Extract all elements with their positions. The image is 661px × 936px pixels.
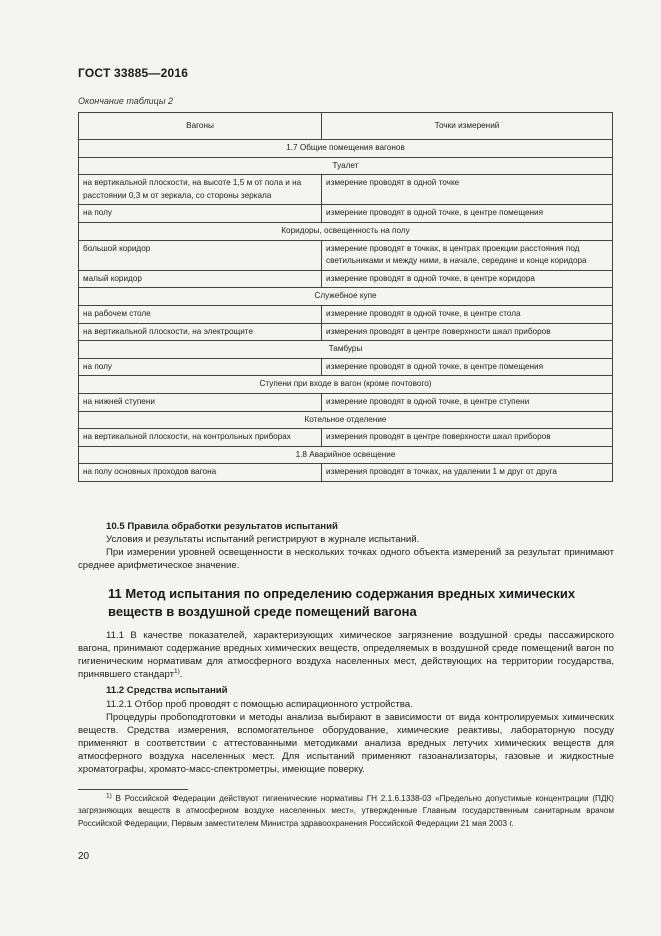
section-cell: Ступени при входе в вагон (кроме почтового) — [79, 376, 613, 394]
section-cell: 1.7 Общие помещения вагонов — [79, 140, 613, 158]
page-number: 20 — [78, 851, 90, 862]
footnote-text: В Российской Федерации действуют гигиенические нормативы ГН 2.1.6.1338-03 «Предельно допустимые концентрации (ПДК) загрязняющих веществ в атмосферном воздухе населенных мест», утвержденные Главным государственным санитарным врачом Российской Федерации, Первым заместителем Министра здравоохранения Российской Федерации 21 мая 2003 г. — [78, 794, 614, 828]
table-row — [79, 270, 613, 288]
section-cell: Тамбуры — [79, 341, 613, 359]
section-cell: 1.8 Аварийное освещение — [79, 446, 613, 464]
wagon-cell: на полу основных проходов вагона — [79, 464, 322, 482]
table-section-row — [79, 411, 613, 429]
measurement-cell: измерения проводят в точках, на удалении 1 м друг от друга — [322, 464, 613, 482]
page-header: ГОСТ 33885—2016 — [78, 66, 189, 80]
measurement-cell: измерение проводят в одной точке, в центре коридора — [322, 270, 613, 288]
table-section-row — [79, 446, 613, 464]
paragraph-end: . — [179, 669, 183, 680]
section-cell: Коридоры, освещенность на полу — [79, 222, 613, 240]
footnote-ref: 1) — [173, 667, 180, 675]
table-row — [79, 323, 613, 341]
column-header: Точки измерений — [322, 113, 613, 140]
table-row — [79, 205, 613, 223]
measurement-cell: измерение проводят в одной точке, в центре помещения — [322, 358, 613, 376]
table-row — [79, 464, 613, 482]
paragraph-11-1 — [78, 629, 614, 681]
table-section-row — [79, 222, 613, 240]
measurement-cell: измерение проводят в одной точке, в центре стола — [322, 305, 613, 323]
section-11-2-heading: 11.2 Средства испытаний — [106, 685, 228, 696]
wagon-cell: малый коридор — [79, 270, 322, 288]
table-section-row — [79, 288, 613, 306]
footnote-divider — [78, 789, 188, 790]
table-row — [79, 429, 613, 447]
table-section-row — [79, 140, 613, 158]
table-section-row — [79, 157, 613, 175]
wagon-cell: на нижней ступени — [79, 393, 322, 411]
table-row — [79, 393, 613, 411]
paragraph-text: 11.1 В качестве показателей, характеризующих химическое загрязнение воздушной среды пассажирского вагона, принимают содержание вредных химических веществ, определяемых в воздушной среде помещений вагон по гигиеническим нормативам для атмосферного воздуха населенных мест, действующих на территории государства, принявшего стандарт — [78, 630, 614, 680]
table-row — [79, 305, 613, 323]
measurement-cell: измерение проводят в точках, в центрах проекции расстояния под светильниками и между ними, в начале, середине и конце коридора — [322, 240, 613, 270]
measurement-cell: измерение проводят в одной точке, в центре помещения — [322, 205, 613, 223]
table-row — [79, 240, 613, 270]
paragraph: 11.2.1 Отбор проб проводят с помощью аспирационного устройства. — [106, 699, 413, 710]
paragraph: Условия и результаты испытаний регистрируют в журнале испытаний. — [106, 534, 420, 545]
wagon-cell: на рабочем столе — [79, 305, 322, 323]
table-section-row — [79, 376, 613, 394]
wagon-cell: на вертикальной плоскости, на высоте 1,5 м от пола и на расстоянии 0,3 м от зеркала, со стороны зеркала — [79, 175, 322, 205]
wagon-cell: на вертикальной плоскости, на контрольных приборах — [79, 429, 322, 447]
table-header-row — [79, 113, 613, 140]
measurement-cell: измерение проводят в одной точке — [322, 175, 613, 205]
paragraph: При измерении уровней освещенности в нескольких точках одного объекта измерений за результат принимают среднее арифметическое значение. — [78, 547, 614, 571]
wagon-cell: большой коридор — [79, 240, 322, 270]
section-cell: Котельное отделение — [79, 411, 613, 429]
wagon-cell: на полу — [79, 205, 322, 223]
measurement-points-table — [78, 112, 613, 482]
table-row — [79, 175, 613, 205]
wagon-cell: на полу — [79, 358, 322, 376]
measurement-cell: измерение проводят в одной точке, в центре ступени — [322, 393, 613, 411]
table-caption: Окончание таблицы 2 — [78, 96, 173, 106]
measurement-cell: измерения проводят в центре поверхности шкал приборов — [322, 429, 613, 447]
footnote — [78, 793, 614, 830]
table-row — [79, 358, 613, 376]
measurement-cell: измерения проводят в центре поверхности шкал приборов — [322, 323, 613, 341]
footnote-mark: 1) — [106, 792, 112, 800]
column-header: Вагоны — [79, 113, 322, 140]
table-section-row — [79, 341, 613, 359]
section-cell: Служебное купе — [79, 288, 613, 306]
section-11-heading: 11 Метод испытания по определению содержания вредных химических веществ в воздушной среде помещений вагона — [108, 586, 576, 619]
wagon-cell: на вертикальной плоскости, на электрощите — [79, 323, 322, 341]
section-10-5-heading: 10.5 Правила обработки результатов испытаний — [106, 521, 338, 532]
table-body — [79, 140, 613, 482]
section-cell: Туалет — [79, 157, 613, 175]
paragraph: Процедуры пробоподготовки и методы анализа выбирают в зависимости от вида контролируемых химических веществ. Средства измерения, вспомогательное оборудование, химические реактивы, лабораторную посуду применяют в соответствии с аттестованными методиками анализа вредных летучих химических веществ для атмосферного воздуха населенных мест. Для испытаний применяют газоанализаторы, газовые и жидкостные хроматографы, хромато-масс-спектрометры, имеющие поверку. — [78, 712, 614, 775]
